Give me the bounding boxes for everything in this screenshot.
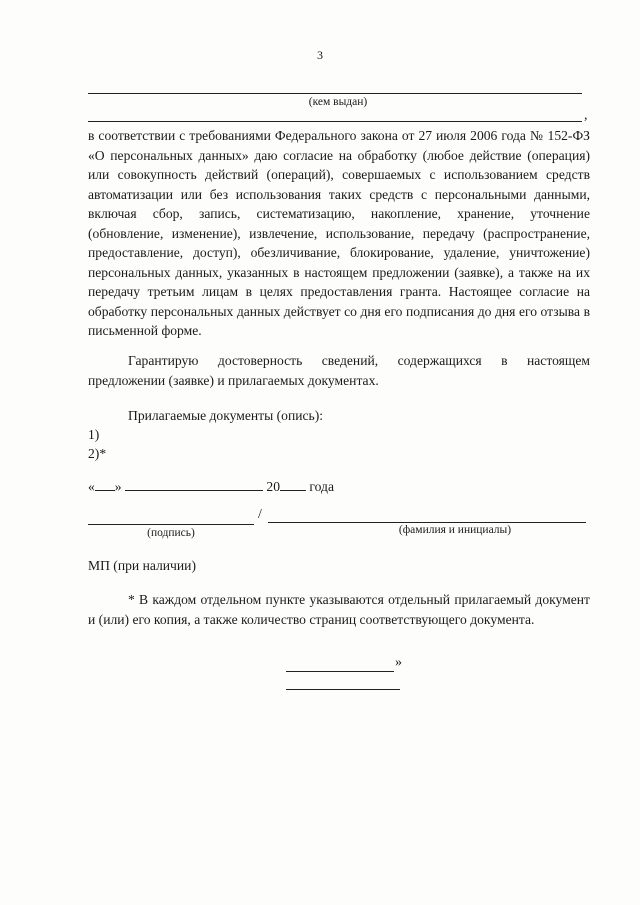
issuer-caption: (кем выдан) xyxy=(308,96,368,108)
closing-quote: » xyxy=(395,655,402,670)
stamp-note: МП (при наличии) xyxy=(88,558,196,573)
attachment-item-1: 1) xyxy=(88,427,100,442)
month-blank xyxy=(125,478,263,491)
attachment-item-2: 2)* xyxy=(88,446,107,461)
issuer-comma: , xyxy=(584,108,588,123)
year-prefix: 20 xyxy=(266,479,280,494)
page-number: 3 xyxy=(317,48,323,62)
guarantee-paragraph: Гарантирую достоверность сведений, содержащихся в настоящем предложении (заявке) и прилагаемых документах. xyxy=(88,353,590,388)
date-close-quote: » xyxy=(114,479,122,494)
day-blank xyxy=(95,478,115,491)
date-row xyxy=(88,478,334,495)
attachments-heading: Прилагаемые документы (опись): xyxy=(128,408,324,423)
signature-slash: / xyxy=(258,507,262,522)
name-caption: (фамилия и инициалы) xyxy=(398,524,512,536)
closing-blank-line-2 xyxy=(286,689,400,690)
name-blank-line xyxy=(268,522,586,523)
year-suffix: года xyxy=(309,479,334,494)
signature-blank-line xyxy=(88,524,254,525)
signature-caption: (подпись) xyxy=(147,527,195,539)
issuer-blank-line xyxy=(88,93,582,94)
date-open-quote: « xyxy=(88,479,95,494)
closing-blank-line xyxy=(286,671,394,672)
consent-paragraph: в соответствии с требованиями Федерального закона от 27 июля 2006 года № 152-ФЗ «О персональных данных» даю согласие на обработку (любое действие (операция) или совокупность действий (операций), совершаемых с использованием средств автоматизации или без использования таких средств с персональными данными, включая сбор, запись, систематизацию, накопление, хранение, уточнение (обновление, изменение), извлечение, использование, передачу (распространение, предоставление, доступ), обезличивание, блокирование, удаление, уничтожение) персональных данных, указанных в настоящем предложении (заявке), а также на их передачу третьим лицам в целях предоставления гранта. Настоящее согласие на обработку персональных данных действует со дня его подписания до дня его отзыва в письменной форме. xyxy=(88,128,590,338)
year-blank xyxy=(280,478,306,491)
footnote-paragraph: * В каждом отдельном пункте указываются отдельный прилагаемый документ и (или) его копия, а также количество страниц соответствующего документа. xyxy=(88,592,590,627)
issuer-blank-line-2 xyxy=(88,121,582,122)
